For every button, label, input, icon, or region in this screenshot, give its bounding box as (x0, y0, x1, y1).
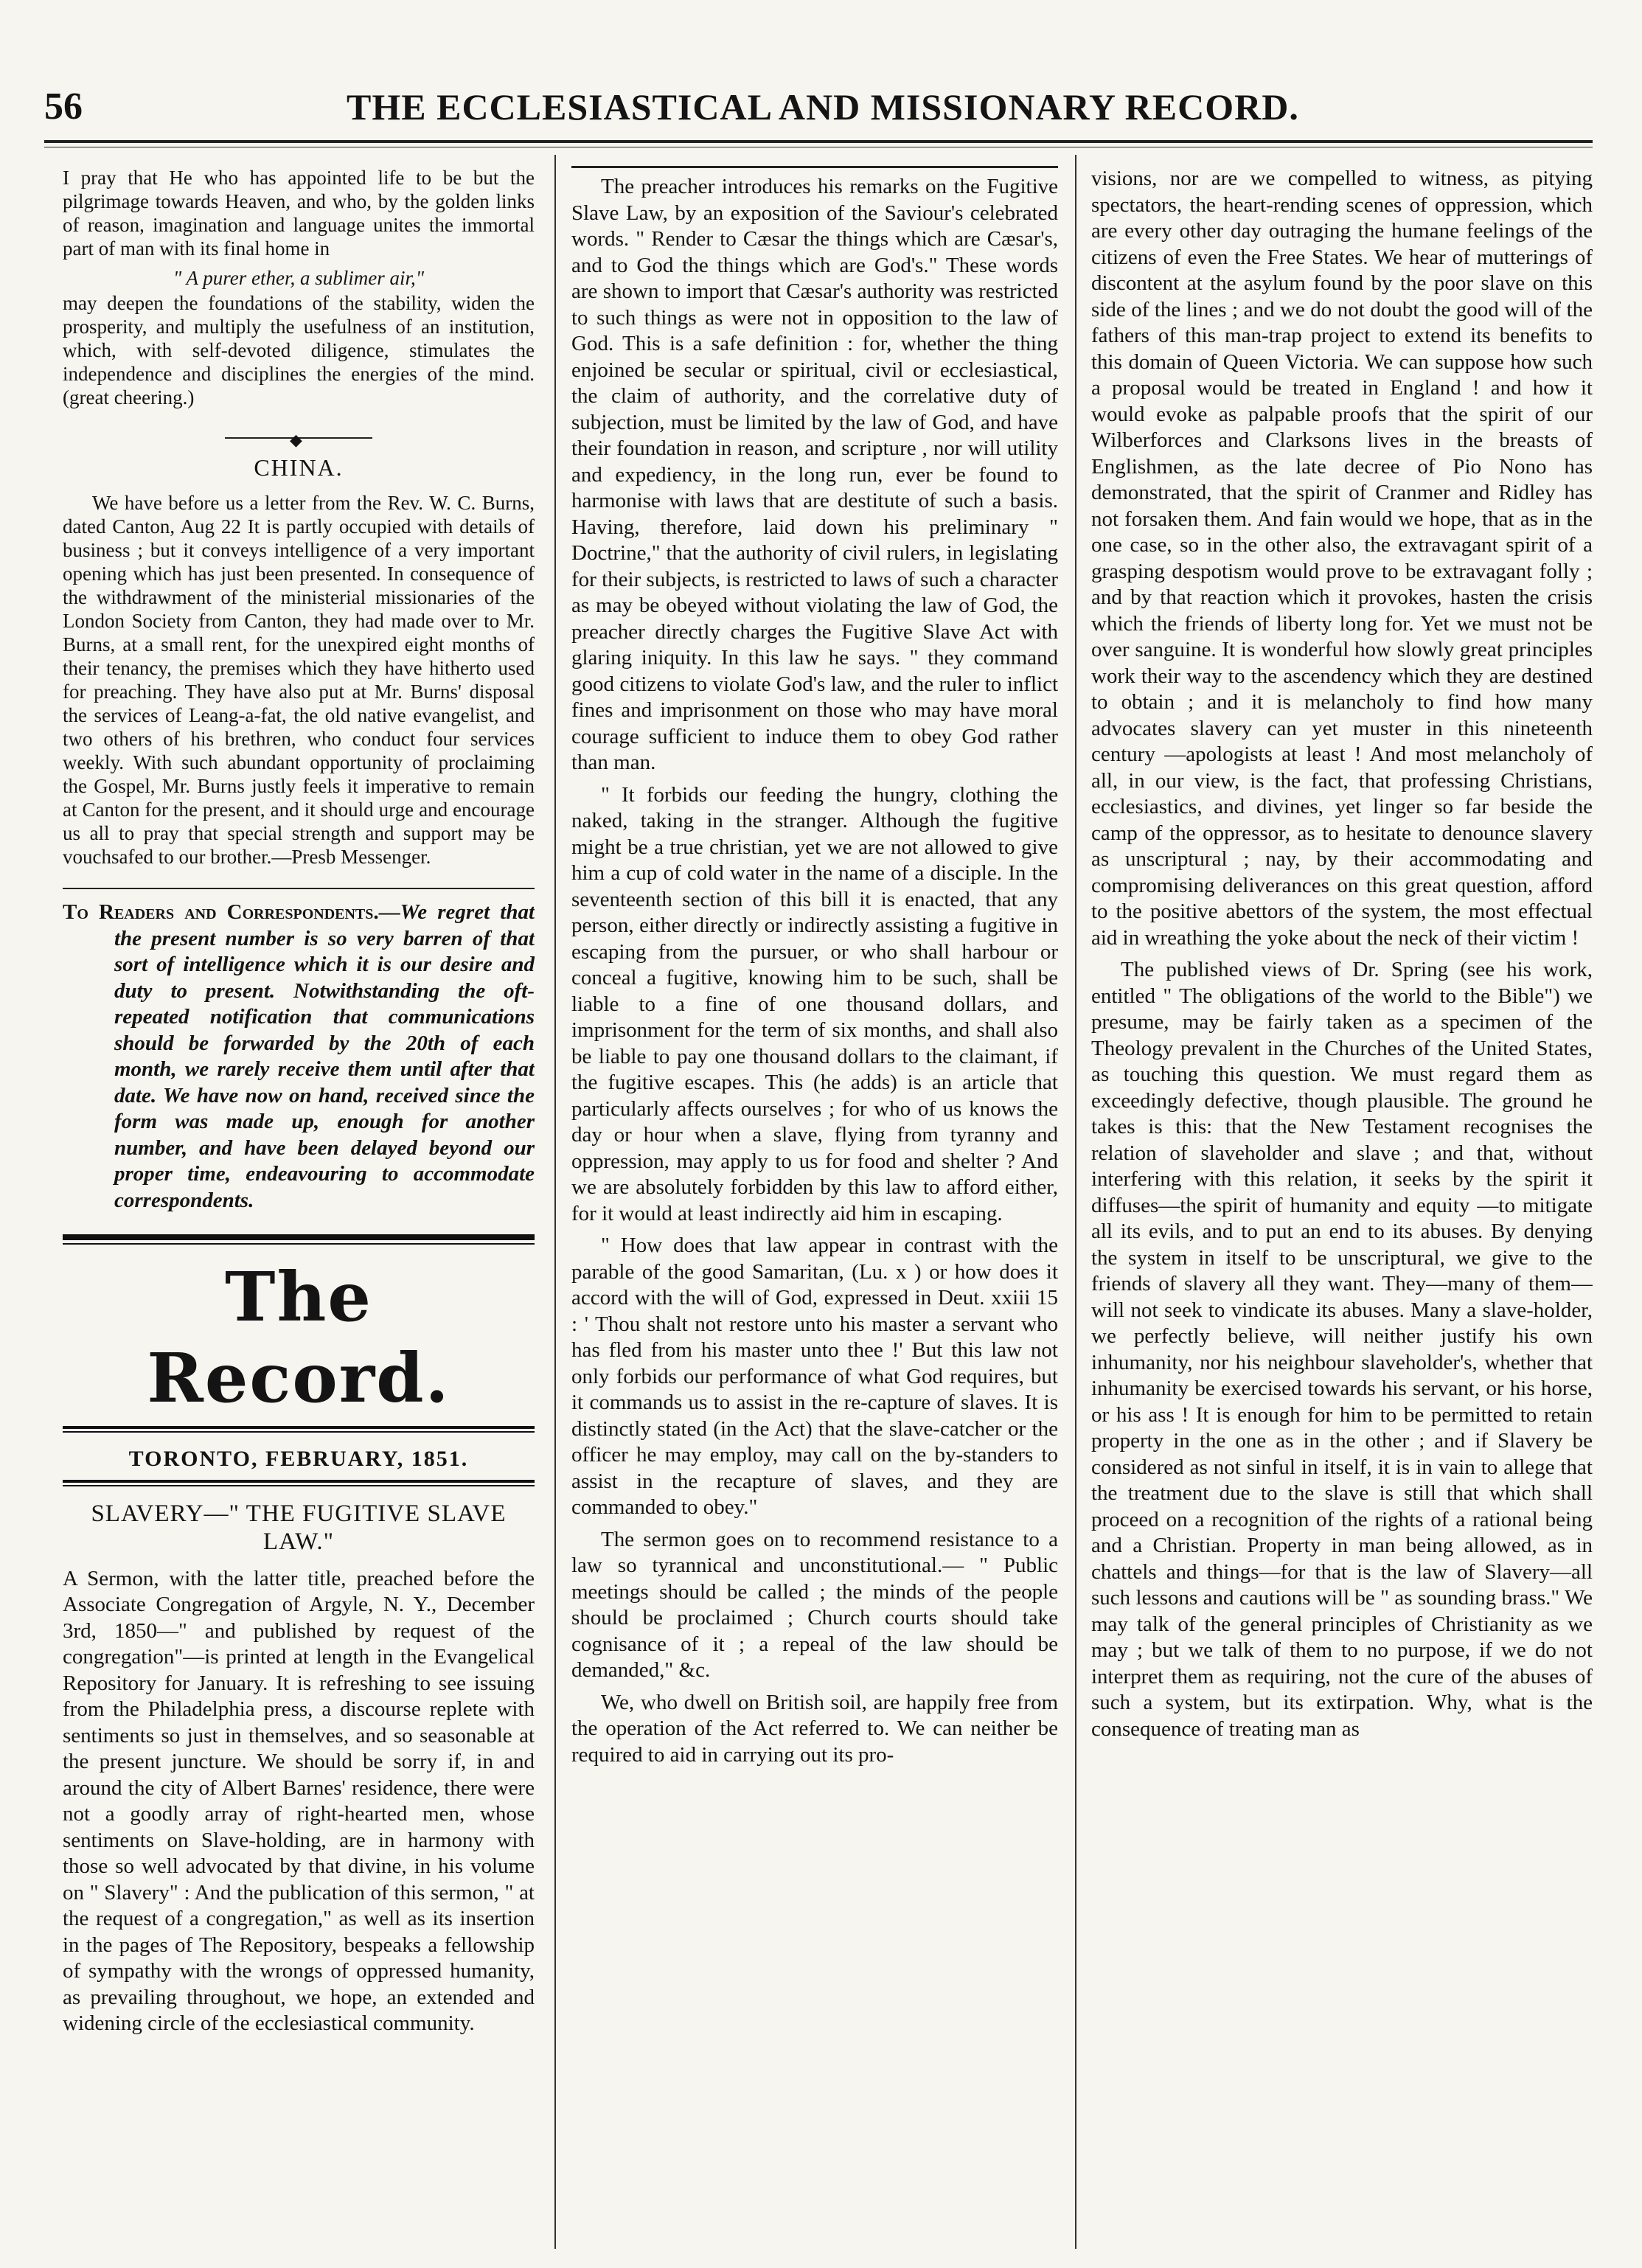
running-title: THE ECCLESIASTICAL AND MISSIONARY RECORD. (347, 86, 1299, 128)
notice-label: To Readers and Correspondents.— (63, 900, 400, 924)
article-paragraph: " It forbids our feeding the hungry, clothing the naked, taking in the stranger. Although the fugitive might be a true christian, yet we are not allowed to give him a cup of cold water in the name of a disciple. In the seventeenth section of this bill it is enacted, that any person, either directly or indirectly assisting a fugitive in escaping from the pursuer, or who shall harbour or conceal a fugitive, knowing him to be such, shall be liable to a fine of one thousand dollars, and imprisonment for the term of six months, and shall also be liable to pay one thousand dollars to the claimant, if the fugitive escapes. This (he adds) is an article that particularly affects ourselves ; for who of us knows the day or hour when a slave, flying from tyranny and oppression, may apply to us for food and shelter ? And we are absolutely forbidden by this law to afford either, for it would at least indirectly aid him in escaping. (571, 782, 1058, 1225)
column-divider (554, 155, 556, 2249)
article-paragraph: The preacher introduces his remarks on the Fugitive Slave Law, by an exposition of the Saviour's celebrated words. " Render to Cæsar the things which are Cæsar's, and to God the things which are God's." These words are shown to import that Cæsar's authority was restricted to such things as were not in opposition to the law of God. This is a safe definition : for, whether the thing enjoined be secular or spiritual, civil or ecclesiastical, the claim of authority, and the correlative duty of subjection, must be limited by the law of God, and have their foundation in reason, and scripture , nor will utility and expediency, in the long run, ever be found to harmonise with laws that are destitute of such a basis. Having, therefore, laid down his preliminary " Doctrine," that the authority of civil rulers, in legislating for their subjects, is restricted to laws of such a character as may be obeyed without violating the law of God, the preacher directly charges the Fugitive Slave Act with glaring iniquity. In this law he says. " they command good citizens to violate God's law, and the ruler to inflict fines and imprisonment on those who may have moral courage sufficient to induce them to obey God rather than man. (571, 175, 1058, 774)
readers-notice (63, 900, 535, 1214)
article-paragraph: We, who dwell on British soil, are happily free from the operation of the Act referred to. We can neither be required to aid in carrying out its pro- (571, 1690, 1058, 1767)
divider (63, 1234, 535, 1240)
divider (571, 166, 1058, 168)
article-paragraph: The published views of Dr. Spring (see his work, entitled " The obligations of the world to the Bible") we presume, may be fairly taken as a specimen of the Theology prevalent in the Churches of the United States, as touching this question. We must regard them as exceedingly defective, though plausible. The ground he takes is this: that the New Testament recognises the relation of slaveholder and slave ; and that, without interfering with this relation, it seeks by the spirit it diffuses—the spirit of humanity and equity —to mitigate all its evils, and to put an end to its abuses. By denying the system in itself to be unscriptural, we give to the friends of slavery all they want. They—many of them—will not seek to vindicate its abuses. Many a slave-holder, we perfectly believe, will neither justify his own inhumanity, nor his neighbour slaveholder's, whether that inhumanity be exercised towards his servant, or his horse, or his ass ! It is enough for him to be permitted to retain property in the one as in the other ; and if Slavery be considered as not sinful in itself, it is in vain to allege that the treatment due to the slave is still that which shall proceed on a recognition of the rights of a rational being and a Christian. Property in man being allowed, as in chattels and things—for that is the law of Slavery—all such lessons and cautions will be " as sounding brass." We may talk of the general principles of Christianity as we may ; but we talk of them to no purpose, if we do not interpret them as requiring, not the cure of the abuses of such a system, but its extirpation. Why, what is the consequence of treating man as (1091, 958, 1593, 1741)
column-3 (1091, 166, 1593, 2253)
divider (63, 1480, 535, 1486)
column-1 (63, 166, 535, 2253)
ornamental-divider (63, 420, 535, 446)
column-divider (1075, 155, 1076, 2249)
speech-paragraph: I pray that He who has appointed life to be but the pilgrimage towards Heaven, and who, by the golden links of reason, imagination and language unites the immortal part of man with its final home in (63, 167, 535, 260)
article-title: SLAVERY—" THE FUGITIVE SLAVE LAW." (91, 1500, 507, 1555)
article-paragraph: " How does that law appear in contrast with the parable of the good Samaritan, (Lu. x ) or how does it accord with the will of God, expressed in Deut. xxiii 15 : ' Thou shalt not restore unto his master a servant who has fled from his master unto thee !' But this law not only forbids our performance of what God requires, but it commands us to assist in the re-capture of slaves. It is distinctly stated (in the Act) that the slave-catcher or the officer he may employ, may call on the by-standers to assist in the recapture of slaves, and they are commanded to obey." (571, 1234, 1058, 1519)
divider (63, 1243, 535, 1245)
china-heading: CHINA. (254, 453, 344, 481)
divider (63, 1426, 535, 1433)
speech-paragraph: may deepen the foundations of the stability, widen the prosperity, and multiply the usefulness of an institution, which, with self-devoted diligence, stimulates the independence and disciplines the energies of the mind. (great cheering.) (63, 292, 535, 408)
masthead: The Record. (147, 1257, 450, 1418)
verse-quote: " A purer ether, a sublimer air," (173, 267, 425, 289)
column-2 (571, 166, 1058, 2253)
article-paragraph: The sermon goes on to recommend resistance to a law so tyrannical and unconstitutional.— " Public meetings should be called ; the minds of the people should be proclaimed ; Church courts should take cognisance of it ; a repeal of the law should be demanded," &c. (571, 1527, 1058, 1682)
dateline: TORONTO, FEBRUARY, 1851. (128, 1447, 469, 1471)
china-paragraph: We have before us a letter from the Rev. W. C. Burns, dated Canton, Aug 22 It is partly occupied with details of business ; but it conveys intelligence of a very important opening which has just been presented. In consequence of the withdrawment of the ministerial missionaries of the London Society from Canton, they had made over to Mr. Burns, at a small rent, for the unexpired eight months of their tenancy, the premises which they have hitherto used for preaching. They have also put at Mr. Burns' disposal the services of Leang-a-fat, the old native evangelist, and two others of his brethren, who conduct four services weekly. With such abundant opportunity of proclaiming the Gospel, Mr. Burns justly feels it imperative to remain at Canton for the present, and it should urge and encourage us all to pray that special strength and support may be vouchsafed to our brother.—Presb Messenger. (63, 492, 535, 868)
notice-text: We regret that the present number is so very barren of that sort of intelligence which it is our desire and duty to present. Notwithstanding the oft-repeated notification that communications should be forwarded by the 20th of each month, we rarely receive them until after that date. We have now on hand, received since the form was made up, enough for another number, and have been delayed beyond our proper time, endeavouring to accommodate correspondents. (114, 900, 535, 1212)
page-header (44, 81, 1593, 133)
article-paragraph: visions, nor are we compelled to witness, as pitying spectators, the heart-rending scenes of oppression, which are every other day outraging the humane feelings of the citizens of even the Free States. We hear of mutterings of discontent at the asylum found by the poor slave on this side of the lines ; and we do not doubt the good will of the fathers of this man-trap project to extend its benefits to this domain of Queen Victoria. We can suppose how such a proposal would be treated in England ! and how it would evoke as palpable proofs that the spirit of our Wilberforces and Clarksons lives in the breasts of Englishmen, as the late decree of Pio Nono has demonstrated, that the spirit of Cranmer and Ridley has not forsaken them. And fain would we hope, that as in the one case, so in the other also, the extravagant spirit of a grasping despotism would prove to be extravagant folly ; and by that reaction which it provokes, hasten the crisis which the friends of liberty long for. Yet we must not be over sanguine. It is wonderful how slowly great principles work their way to the ascendency which they are destined to obtain ; and it is melancholy to find how many advocates slavery can yet muster in this nineteenth century —apologists at least ! And most melancholy of all, in our view, is the fact, that professing Christians, ecclesiastics, and divines, yet linger so far beside the camp of the oppressor, as to hesitate to denounce slavery as unscriptural ; nay, by their accommodating and compromising deliverances on this great question, afford to the positive abettors of the system, the most effectual aid in wreathing the yoke about the neck of their victim ! (1091, 167, 1593, 950)
header-rule (44, 140, 1593, 147)
divider (63, 888, 535, 889)
page-number: 56 (44, 86, 83, 128)
article-paragraph: A Sermon, with the latter title, preached before the Associate Congregation of Argyle, N. Y., December 3rd, 1850—" and published by request of the congregation"—is printed at length in the Evangelical Repository for January. It is refreshing to see issuing from the Philadelphia press, a discourse replete with sentiments so just in themselves, and so seasonable at the present juncture. We should be sorry if, in and around the city of Albert Barnes' residence, there were not a goodly array of right-hearted men, whose sentiments on Slave-holding, are in harmony with those so well advocated by that divine, in his volume on " Slavery" : And the publication of this sermon, " at the request of a congregation," as well as its insertion in the pages of The Repository, bespeaks a fellowship of sympathy with the wrongs of oppressed humanity, as prevailing throughout, we hope, an extended and widening circle of the ecclesiastical community. (63, 1566, 535, 2035)
